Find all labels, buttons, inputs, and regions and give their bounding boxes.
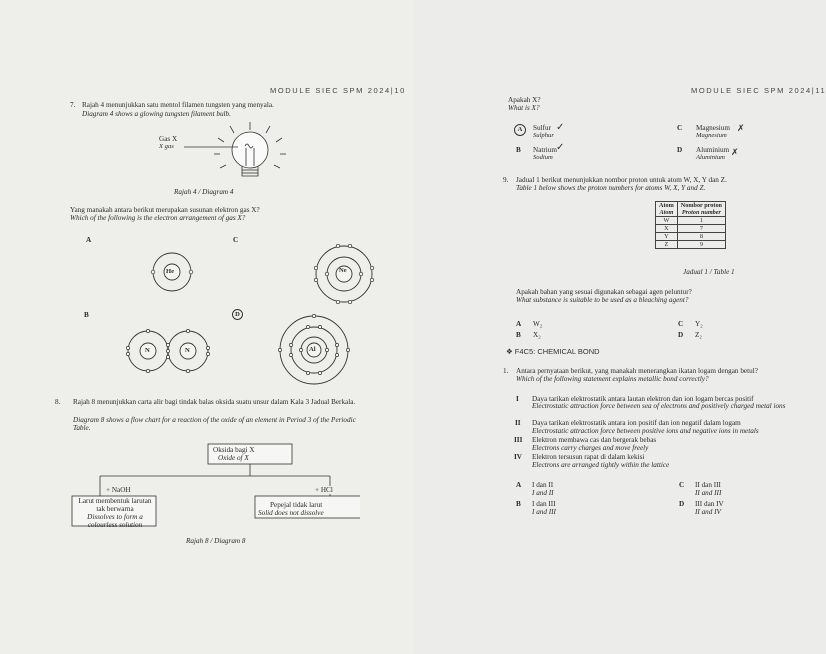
naoh-result-en: Dissolves to form a colourless solution bbox=[87, 513, 143, 529]
table-row: Y 8 bbox=[656, 233, 726, 241]
option-b-nitrogen-molecule-diagram bbox=[120, 326, 216, 376]
statement-i-text-en: Electrostatic attraction force between sea of electrons and positively charged metal ions bbox=[532, 402, 786, 410]
bulb-diagram bbox=[150, 120, 330, 190]
q9-option-c-text: Y₂ bbox=[695, 320, 703, 328]
q7-option-a-circled[interactable]: A bbox=[514, 124, 526, 136]
table-row: Z 9 bbox=[656, 241, 726, 249]
gas-x-label: Gas X bbox=[159, 135, 178, 143]
cross-mark-icon: ✗ bbox=[731, 148, 739, 158]
q7-cont-ask: Apakah X? bbox=[508, 96, 541, 104]
q9-stem-en: Table 1 below shows the proton numbers for atoms W, X, Y and Z. bbox=[516, 184, 706, 192]
q7-option-c-text: Magnesium bbox=[696, 124, 730, 132]
q1-option-d-letter[interactable]: D bbox=[679, 500, 685, 508]
table-head-proton: Nombor proton Proton number bbox=[677, 202, 725, 217]
proton-number-table bbox=[655, 201, 726, 249]
check-mark-icon: ✓ bbox=[556, 142, 565, 153]
section-heading-chemical-bond: ❖ F4C5: CHEMICAL BOND bbox=[506, 347, 600, 356]
q1-option-b-text-en: I and III bbox=[532, 508, 556, 516]
q7-option-a-text: Sulfur bbox=[533, 124, 551, 132]
q7-ask-en: Which of the following is the electron arrangement of gas X? bbox=[70, 214, 246, 222]
check-mark-icon: ✓ bbox=[556, 122, 565, 133]
statement-iv-number: IV bbox=[514, 453, 522, 461]
q1-option-b-letter[interactable]: B bbox=[516, 500, 521, 508]
statement-iv-text: Elektron tersusun rapat di dalam kekisi bbox=[532, 453, 645, 461]
statement-ii-text-en: Electrostatic attraction force between positive ions and negative ions in metals bbox=[532, 427, 759, 435]
q1-stem-en: Which of the following statement explains metallic bond correctly? bbox=[516, 375, 709, 383]
table-head-atom: Atom Atom bbox=[656, 202, 678, 217]
q9-option-d-letter[interactable]: D bbox=[678, 331, 684, 339]
q1-option-a-text-en: I and II bbox=[532, 489, 554, 497]
option-c-neon-diagram bbox=[312, 242, 376, 306]
flow-box-oxide: Oksida bagi X bbox=[213, 446, 255, 454]
q7-cont-ask-en: What is X? bbox=[508, 104, 540, 112]
q9-option-b-text: X₂ bbox=[533, 331, 541, 339]
gas-x-label-en: X gas bbox=[159, 143, 174, 150]
statement-i-text: Daya tarikan elektrostatik antara lautan elektron dan ion logam bercas positif bbox=[532, 395, 754, 403]
flow-box-oxide-en: Oxide of X bbox=[218, 454, 249, 462]
q7-option-c-text-en: Magnesium bbox=[696, 132, 727, 139]
diagram-8-caption: Rajah 8 / Diagram 8 bbox=[186, 537, 246, 545]
q9-number: 9. bbox=[503, 176, 509, 184]
q1-option-a-letter[interactable]: A bbox=[516, 481, 522, 489]
q7-option-a-text-en: Sulphur bbox=[533, 132, 554, 139]
q7-option-c-letter[interactable]: C bbox=[233, 236, 239, 244]
q9-ask-en: What substance is suitable to be used as a bleaching agent? bbox=[516, 296, 689, 304]
q8-number: 8. bbox=[55, 398, 61, 406]
table-1-caption: Jadual 1 / Table 1 bbox=[683, 268, 735, 276]
table-row: X 7 bbox=[656, 225, 726, 233]
statement-iv-text-en: Electrons are arranged tightly within the lattice bbox=[532, 461, 670, 469]
q1-option-c-text: II dan III bbox=[695, 481, 721, 489]
q7-stem-en: Diagram 4 shows a glowing tungsten filament bulb. bbox=[82, 110, 231, 118]
q9-stem: Jadual 1 berikut menunjukkan nombor proton untuk atom W, X, Y dan Z. bbox=[516, 176, 727, 184]
statement-ii-text: Daya tarikan elektrostatik antara ion positif dan ion negatif dalam logam bbox=[532, 419, 741, 427]
statement-iii-text: Elektron membawa cas dan bergerak bebas bbox=[532, 436, 657, 444]
q1-option-d-text-en: II and IV bbox=[695, 508, 721, 516]
q7-option-d-letter-circled[interactable]: D bbox=[232, 309, 243, 320]
nucleus-ne: Ne bbox=[339, 267, 347, 274]
q9-option-a-letter[interactable]: A bbox=[516, 320, 522, 328]
table-row: W 1 bbox=[656, 217, 726, 225]
q7-option-d-text: Aluminium bbox=[696, 146, 730, 154]
q7-option-a-letter[interactable]: A bbox=[86, 236, 92, 244]
q7-option-b-letter[interactable]: B bbox=[84, 311, 89, 319]
q1-option-c-letter[interactable]: C bbox=[679, 481, 685, 489]
q7-ask: Yang manakah antara berikut merupakan susunan elektron gas X? bbox=[70, 206, 260, 214]
q7-option-d-text-en: Aluminium bbox=[696, 154, 725, 161]
nucleus-n-left: N bbox=[145, 347, 150, 354]
q1-option-b-text: I dan III bbox=[532, 500, 556, 508]
page-header-left: MODULE SIEC SPM 2024|10 bbox=[270, 86, 406, 95]
reagent-naoh: + NaOH bbox=[106, 486, 131, 494]
q1-option-c-text-en: II and III bbox=[695, 489, 722, 497]
q7-option-b-text-en: Sodium bbox=[533, 154, 553, 161]
q7-number: 7. bbox=[70, 101, 76, 109]
q7-stem: Rajah 4 menunjukkan satu mentol filamen tungsten yang menyala. bbox=[82, 101, 274, 109]
q7-option-d-letter[interactable]: D bbox=[677, 146, 683, 154]
q9-option-d-text: Z₂ bbox=[695, 331, 702, 339]
q8-stem-en: Diagram 8 shows a flow chart for a reaction of the oxide of an element in Period 3 of the Periodic Table. bbox=[73, 416, 356, 432]
statement-iii-text-en: Electrons carry charges and move freely bbox=[532, 444, 649, 452]
statement-i-number: I bbox=[516, 395, 519, 403]
naoh-result: Larut membentuk larutan tak berwarna bbox=[78, 497, 152, 513]
q9-ask: Apakah bahan yang sesuai digunakan sebagai agen peluntur? bbox=[516, 288, 692, 296]
nucleus-he: He bbox=[166, 268, 175, 275]
nucleus-n-right: N bbox=[185, 347, 190, 354]
hcl-result: Pepejal tidak larut bbox=[270, 501, 323, 509]
cross-mark-icon: ✗ bbox=[737, 124, 745, 134]
q9-option-c-letter[interactable]: C bbox=[678, 320, 684, 328]
right-page bbox=[413, 0, 826, 654]
q1-option-d-text: III dan IV bbox=[695, 500, 724, 508]
q7-option-b-text: Natrium bbox=[533, 146, 557, 154]
q1-stem: Antara pernyataan berikut, yang manakah menerangkan ikatan logam dengan betul? bbox=[516, 367, 758, 375]
statement-ii-number: II bbox=[515, 419, 521, 427]
statement-iii-number: III bbox=[514, 436, 523, 444]
diagram-4-caption: Rajah 4 / Diagram 4 bbox=[174, 188, 234, 196]
q7-option-c-letter[interactable]: C bbox=[677, 124, 683, 132]
q9-option-b-letter[interactable]: B bbox=[516, 331, 521, 339]
reagent-hcl: + HCl bbox=[315, 486, 333, 494]
q1-option-a-text: I dan II bbox=[532, 481, 554, 489]
q8-stem: Rajah 8 menunjukkan carta alir bagi tindak balas oksida suatu unsur dalam Kala 3 Jadual Berkala. bbox=[73, 398, 356, 406]
q9-option-a-text: W₂ bbox=[533, 320, 543, 328]
hcl-result-en: Solid does not dissolve bbox=[258, 509, 324, 517]
q1-number: 1. bbox=[503, 367, 509, 375]
q7-option-b-letter[interactable]: B bbox=[516, 146, 521, 154]
page-header-right: MODULE SIEC SPM 2024|11 bbox=[691, 86, 826, 95]
nucleus-al: Al bbox=[309, 346, 316, 353]
